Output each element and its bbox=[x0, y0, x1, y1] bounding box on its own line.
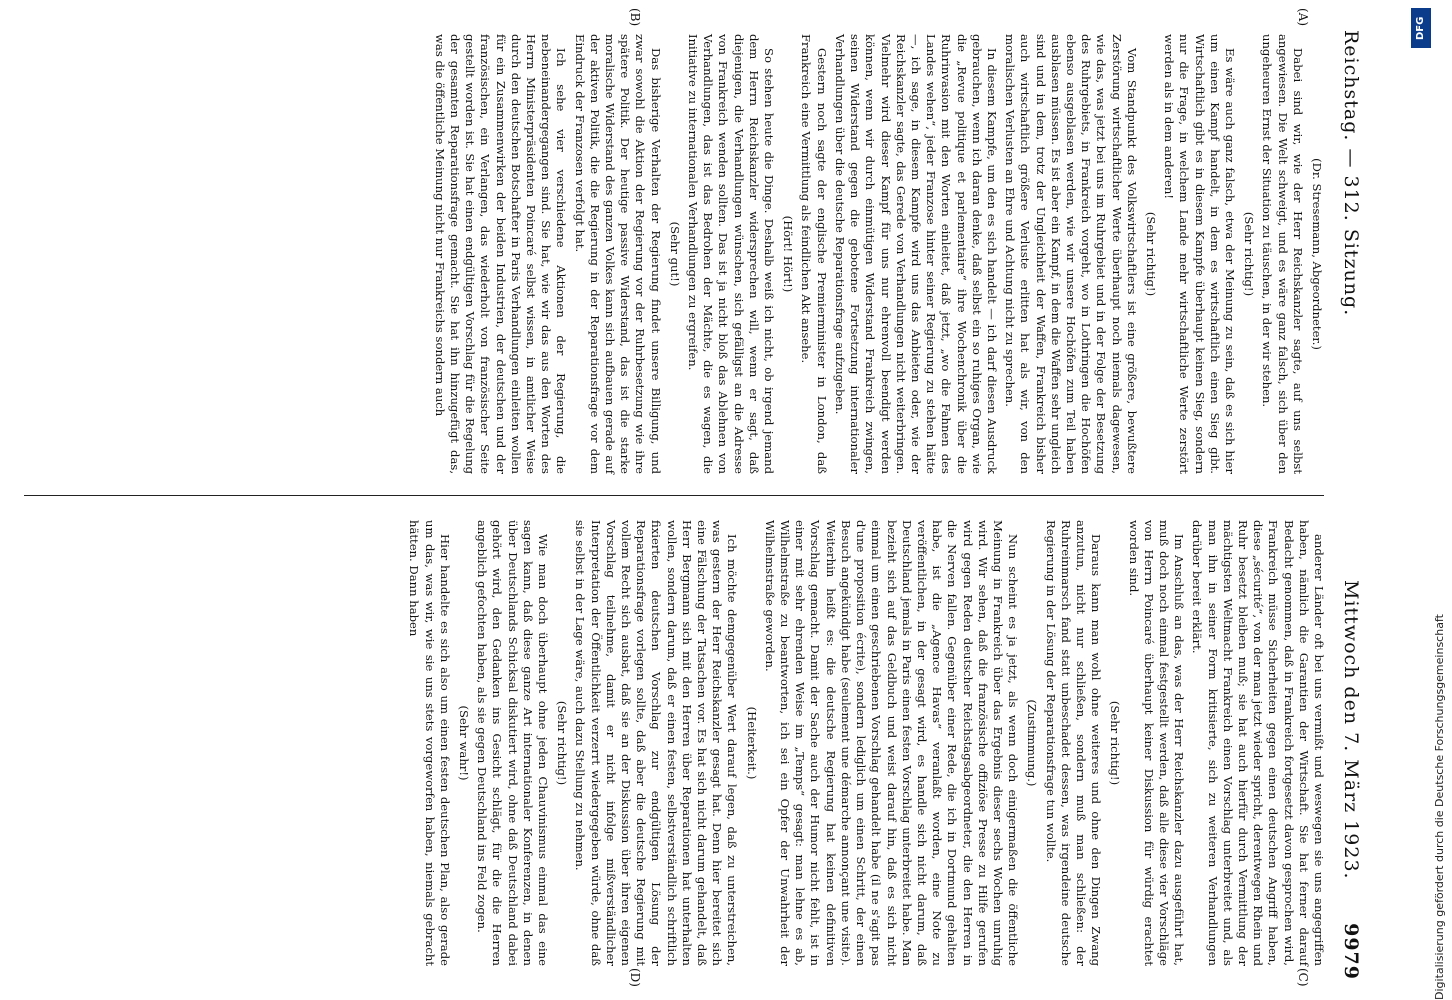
left-column-paragraph: Es wäre auch ganz falsch, etwa der Meinung zu sein, daß es sich hier um einen Kampf handelt, in dem es wirtschaftlich einen Sieg gibt. Wirtschaftlich gibt es in diesem Kampfe überhaupt keinen Sieg, sondern nur die Frage, in welchem Lande mehr wirtschaftliche Werte zerstört werden als in dem anderen! bbox=[1162, 34, 1237, 474]
left-column-interjection: (Hört! Hört!) bbox=[781, 215, 796, 293]
margin-mark-c: (C) bbox=[1296, 968, 1310, 987]
margin-mark-b: (B) bbox=[628, 8, 642, 27]
page-number: 9979 bbox=[1340, 923, 1362, 980]
right-column-interjection: (Sehr richtig!) bbox=[1108, 700, 1123, 786]
left-column bbox=[16, 34, 1326, 474]
right-column-paragraph: anderer Länder oft bei uns vermißt und weswegen sie uns angegriffen haben, nämlich die Garantien der Wirtschaft. Sie hat ferner darauf Bedacht genommen, daß in Frankreich fortgesetzt davon gesprochen wird, Frankreich müsse Sicherheiten gegen einen deutschen Angriff haben, diese „sécurité“, von der man jetzt wieder spricht, derentwegen Rhein und Ruhr besetzt bleiben muß; sie hat auch hierfür durch Vermittlung der mächtigsten Weltmacht Frankreich einen Vorschlag unterbreitet und, als man ihn in seiner Form kritisierte, sich zu weiteren Verhandlungen darüber bereit erklärt. bbox=[1190, 520, 1326, 966]
right-column-paragraph: Ich möchte demgegenüber Wert darauf legen, daß zu unterstreichen, was gestern der Herr Reichskanzler gesagt hat. Denn hier bereitet sich eine Fälschung der Tatsachen vor. Es hat sich nicht darum gehandelt, daß Herr Bergmann sich mit den Herren über Reparationen hat unterhalten wollen, sondern darum, daß er einen festen, selbstverständlich schriftlich fixierten deutschen Vorschlag zur endgültigen Lösung der Reparationsfrage vorlegen sollte, daß aber die deutsche Regierung mit vollem Recht sich ausbat, daß sie an der Diskussion über ihren eigenen Vorschlag teilnehme, damit er nicht infolge mißverständlicher Interpretation der Öffentlichkeit verzerrt wiedergegeben würde, ohne daß sie selbst in der Lage wäre, auch dazu Stellung zu nehmen. bbox=[573, 520, 740, 966]
session-title: Reichstag. — 312. Sitzung. bbox=[1340, 30, 1362, 317]
right-column-paragraph: Daraus kann man wohl ohne weiteres und ohne den Dingen Zwang anzutun, nicht nur schließen, sondern muß man schließen: der Ruhreinmarsch fand statt unbeschadet dessen, was irgendeine deutsche Regierung in der Lösung der Reparationsfrage tun wollte. bbox=[1043, 520, 1104, 966]
page-header bbox=[1330, 20, 1364, 980]
right-column-paragraph: Wie man doch überhaupt ohne jeden Chauvinismus einmal das eine sagen kann, daß diese ganze Art internationaler Konferenzen, in denen über Deutschlands Schicksal diskutiert wird, ohne daß Deutschland dabei gehört wird, den Gedanken ins Gesicht schlägt, für die die Herren angeblich gefochten haben, als sie gegen Deutschland ins Feld zogen. bbox=[475, 520, 551, 966]
right-column-interjection: (Heiterkeit.) bbox=[744, 706, 759, 780]
margin-mark-d: (D) bbox=[628, 968, 642, 987]
left-column-paragraph: In diesem Kampfe, um den es sich handelt — ich darf diesen Ausdruck gebrauchen, wenn ich daran denke, daß selbst ein so ruhiges Organ, wie die „Revue politique et parlementaire“ ihre Wochenchronik über die Ruhrinvasion mit den Worten einleitet, daß jetzt, „wo die Fahnen des Landes wehen“, jeder Franzose hinter seiner Regierung zu stehen hätte —, ich sage, in diesem Kampfe wird uns das Anbieten oder, wie der Reichskanzler sagte, das Gerede von Verhandlungen nicht weiterbringen. Vielmehr wird dieser Kampf für uns nur ehrenvoll beendigt werden können, wenn wir durch einmütigen Widerstand Frankreich zwingen, seinen Widerstand gegen die gebotene Fortsetzung internationaler Verhandlungen über die deutsche Reparationsfrage aufzugeben. bbox=[832, 34, 999, 474]
digitization-sidebar bbox=[1400, 10, 1446, 1000]
right-column-paragraph: Nun scheint es ja jetzt, als wenn doch einigermaßen die öffentliche Meinung in Frankreich über das Ergebnis dieser sechs Wochen unruhig wird. Wir sehen, daß die französische offiziöse Presse zu Hilfe gerufen wird gegen Reden deutscher Reichstagsabgeordneter, die den Herren in die Nerven fallen. Gegenüber einer Rede, die ich in Dortmund gehalten habe, ist die „Agence Havas“ veranlaßt worden, eine Note zu veröffentlichen, in der gesagt wird, es handle sich nicht darum, daß Deutschland jemals in Paris einen festen Vorschlag unterbreitet habe. Man bezieht sich auf das Geldbuch und weist darauf hin, daß es sich nicht einmal um einen geschriebenen Vorschlag gehandelt habe (il ne s'agit pas d'une proposition écrite), sondern lediglich um einen Schritt, der einen Besuch angekündigt habe (seulement une démarche annonçant une visite). Weiterhin heißt es: die deutsche Regierung hat keinen definitiven Vorschlag gemacht. Damit der Sache auch der Humor nicht fehlt, ist in einer mit sehr ehrenden Weise im „Temps“ gesagt: man lehne es ab, Wilhelmstraße zu beantworten, ich sei ein Opfer der Unwahrheit der Wilhelmstraße geworden. bbox=[762, 520, 1021, 966]
right-column-interjection: (Sehr richtig!) bbox=[555, 700, 570, 786]
left-column-interjection: (Sehr richtig!) bbox=[1242, 211, 1257, 297]
session-date: Mittwoch den 7. März 1923. bbox=[1340, 580, 1362, 880]
dfg-credit-text: Digitalisierung gefördert durch die Deutsche Forschungsgemeinschaft bbox=[1433, 614, 1446, 1000]
dfg-logo: DFG bbox=[1411, 8, 1431, 48]
left-column-interjection: (Dr. Stresemann, Abgeordneter.) bbox=[1310, 158, 1324, 350]
left-column-paragraph: Das bisherige Verhalten der Regierung findet unsere Billigung, und zwar sowohl die Aktion der Regierung vor der Ruhrbesetzung wie ihre spätere Politik. Der heutige passive Widerstand, das ist die starke moralische Widerstand des ganzen Volkes kann sich aufbauen gerade auf der aktiven Politik, die die Regierung in der Reparationsfrage vor dem Eindruck der Franzosen verfolgt hat. bbox=[572, 34, 663, 474]
left-column-interjection: (Sehr richtig!) bbox=[1143, 211, 1158, 297]
left-column-paragraph: Dabei sind wir, wie der Herr Reichskanzler sagte, auf uns selbst angewiesen. Die Welt schweigt, und es wäre ganz falsch, sich über den ungeheuren Ernst der Situation zu täuschen, in der wir stehen. bbox=[1260, 34, 1305, 474]
right-column-paragraph: Im Anschluß an das, was der Herr Reichskanzler dazu ausgeführt hat, muß doch noch einmal festgestellt werden, daß alle diese vier Vorschläge von Herrn Poincaré überhaupt keiner Diskussion für würdig erachtet worden sind. bbox=[1126, 520, 1187, 966]
column-divider bbox=[24, 495, 1324, 496]
left-column-paragraph: Vom Standpunkt des Volkswirtschaftlers ist eine größere, bewußtere Zerstörung wirtschaftlicher Werte überhaupt noch niemals dagewesen, wie das, was jetzt bei uns im Ruhrgebiet und in der Folge der Besetzung des Ruhrgebiets, in Frankreich vorgeht, wo in Lothringen die Hochöfen ebenso ausgeblasen werden, wie wir unsere Hochöfen zum Teil haben ausblasen müssen. Es ist aber ein Kampf, in dem die Waffen sehr ungleich sind und in dem, trotz der Ungleichheit der Waffen, Frankreich bisher auch wirtschaftlich größere Verluste erlitten hat als wir, von den moralischen Verlusten an Ehre und Achtung nicht zu sprechen. bbox=[1003, 34, 1139, 474]
right-column-interjection: (Sehr wahr!) bbox=[457, 705, 472, 781]
left-column-paragraph: Ich sehe vier verschiedene Aktionen der Regierung, die nebeneinandergegangen sind. Sie hat, wie wir das aus den Worten des Herrn Ministerpräsidenten Poincaré selbst wissen, in amtlicher Weise durch den deutschen Botschafter in Paris Verhandlungen einleiten wollen für ein Zusammenwirken der beiden Industrien, der deutschen und der französischen, ein Verlangen, das wiederholt von französischer Seite gestellt worden ist. Sie hat einen endgültigen Vorschlag für die Regelung der gesamten Reparationsfrage gemacht. Sie hat ihn hinzugefügt das, was die öffentliche Meinung nicht nur Frankreichs sondern auch bbox=[432, 34, 569, 474]
left-column-paragraph: So stehen heute die Dinge. Deshalb weiß ich nicht, ob irgend jemand dem Herrn Reichskanzler widersprechen will, wenn er sagt, daß diejenigen, die Verhandlungen wünschen, sich gefälligst an die Adresse von Frankreich wenden sollten. Das ist ja nicht bloß das Ablehnen von Verhandlungen, das ist das Bedrohen der Mächte, die es wagen, die Initiative zu internationalen Verhandlungen zu ergreifen. bbox=[686, 34, 777, 474]
left-column-paragraph: Gestern noch sagte der englische Premierminister in London, daß Frankreich eine Vermittlung als feindlichen Akt ansehe. bbox=[799, 34, 829, 474]
right-column bbox=[16, 520, 1326, 966]
margin-mark-a: (A) bbox=[1296, 8, 1310, 27]
right-column-interjection: (Zustimmung.) bbox=[1025, 699, 1040, 787]
left-column-interjection: (Sehr gut!) bbox=[667, 221, 682, 287]
right-column-paragraph: Hier handelte es sich also um einen festen deutschen Plan, also gerade um das, was wir, wie sie uns stets vorgeworfen haben, niemals gebracht hätten. Dann haben bbox=[407, 520, 452, 966]
